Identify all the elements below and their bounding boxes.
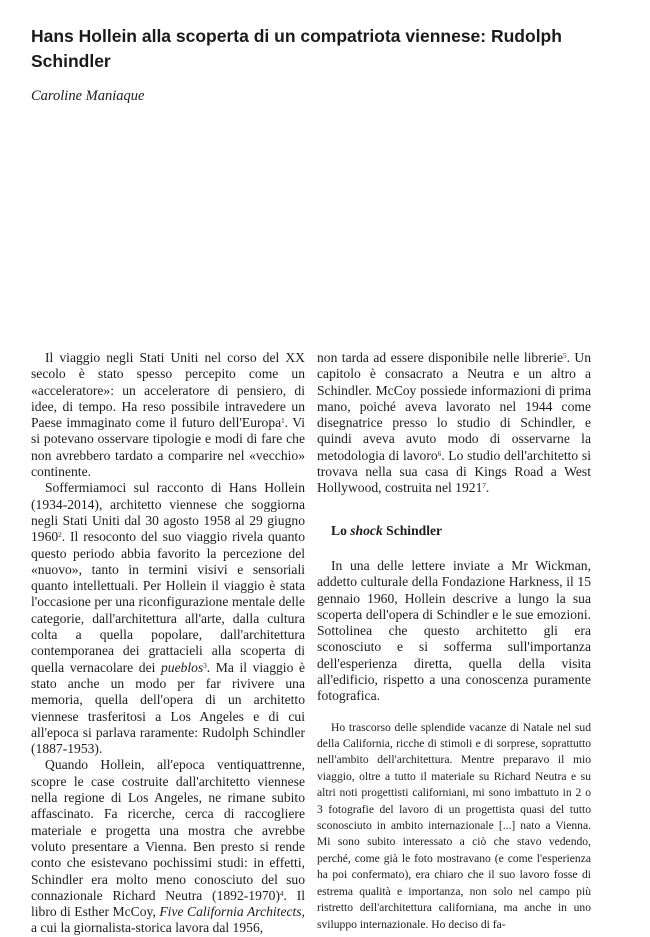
text-run: Lo [331, 522, 351, 538]
book-title: Five California Architects [159, 904, 302, 920]
text-run: . [485, 480, 490, 496]
text-run: Il viaggio negli Stati Uniti nel corso del XX secolo è stato spesso percepito come un «acceleratore»: un acceleratore di pensiero, di idee, di tempo. Ha reso possibile intravedere un Paese immaginato come il futuro dell'Europa [31, 350, 305, 431]
paragraph-intro [31, 350, 305, 480]
footnote-marker: 7 [482, 482, 486, 491]
text-run: Soffermiamoci sul racconto di Hans Hollein (1934-2014), architetto viennese che soggiorna negli Stati Uniti dal 30 agosto 1958 al 29 giugno 1960 [31, 480, 305, 545]
text-run: Quando Hollein, all'epoca ventiquattrenne, scopre le case costruite dall'architetto viennese nella regione di Los Angeles, ne rimane subito affascinato. Fa ricerche, cerca di raccogliere materiale e progetta una mostra che avrebbe voluto presentare a Vienna. Ben presto si rende conto che esistevano pochissimi studi: in effetti, Schindler era molto meno conosciuto del suo connazionale Richard Neutra (1892-1970) [31, 757, 305, 903]
text-run: non tarda ad essere disponibile nelle librerie [317, 350, 564, 365]
footnote-marker: 2 [58, 531, 62, 540]
text-run: . Un capitolo è consacrato a Neutra e un altro a Schindler. McCoy possiede informazioni di prima mano, poiché aveva lavorato nel 1944 come disegnatrice presso lo studio di Schindler, e quindi aveva avuto modo di osservarne la metodologia di lavoro [317, 350, 591, 463]
text-run: Schindler [382, 522, 443, 538]
left-column [31, 350, 305, 937]
quote-text: Ho trascorso delle splendide vacanze di Natale nel sud della California, ricche di stimoli e di sorprese, soprattutto nell'ambito dell'architettura. Mentre preparavo il mio viaggio, oltre a tutto il materiale su Richard Neutra e su altri noti progettisti californiani, mi sono imbattuto in 2 o 3 fotografie del lavoro di un progettista quasi del tutto sconosciuto in ambito internazionale [...] nato a Vienna. Mi sono subito interessato a ciò che stavo vedendo, perché, come già le foto mostravano (e come l'esperienza ha poi confermato), era chiaro che il suo lavoro fosse di estrema qualità e importanza, non solo nel campo più ristretto dell'architettura californiana, ma anche in uno sviluppo internazionale. Ho deciso di fa- [317, 720, 591, 931]
section-heading [317, 523, 591, 539]
footnote-marker: 5 [563, 352, 567, 360]
italic-term: pueblos [160, 659, 204, 675]
italic-term: shock [350, 522, 383, 538]
paragraph-letter: In una delle lettere inviate a Mr Wickman, addetto culturale della Fondazione Harkness, il 15 gennaio 1960, Hollein descrive a lungo la sua scoperta dell'opera di Schindler e le sue emozioni. Sottolinea che questo architetto gli era sconosciuto e si sofferma sull'importanza dell'esperienza diretta, quella della visita all'edificio, rispetto a una conoscenza puramente fotografica. [317, 557, 591, 704]
text-run: , a cui la giornalista-storica lavora dal 1956, [31, 904, 305, 936]
paragraph-continuation [317, 350, 591, 497]
text-run: . Lo studio dell'architetto si trovava nella sua casa di Kings Road a West Hollywood, costruita nel 1921 [317, 447, 591, 496]
right-column [317, 350, 591, 933]
article-author: Caroline Maniaque [31, 88, 145, 104]
paragraph-hollein-journey [31, 480, 305, 757]
text-run: . Il resoconto del suo viaggio rivela quanto questo periodo abbia favorito la percezione del «nuovo», tanto in termini visivi e sensoriali quanto intellettuali. Per Hollein il viaggio è stata l'occasione per una riconfigurazione mentale delle categorie, dall'architettura all'arte, dalla cultura colta a quella popolare, dall'architettura contemporanea dei grattacieli alla scoperta di quella vernacolare dei [31, 529, 305, 675]
block-quote [317, 720, 591, 933]
text-run: . Ma il viaggio è stato anche un modo per far rivivere una memoria, quella dell'opera di un architetto viennese trasferitosi a Los Angeles e di cui all'epoca si parlava raramente: Rudolph Schindler (1887-1953). [31, 659, 305, 757]
article-title: Hans Hollein alla scoperta di un compatriota viennese: Rudolph Schindler [31, 26, 562, 71]
text-run: . Il libro di Esther McCoy, [31, 887, 305, 920]
footnote-marker: 6 [437, 449, 442, 458]
text-run: . Vi si potevano osservare tipologie e modi di fare che non avrebbero tardato a comparire nel «vecchio» continente. [31, 415, 305, 480]
footnote-marker: 4 [280, 889, 284, 898]
footnote-marker: 3 [203, 661, 207, 670]
paragraph-los-angeles [31, 757, 305, 936]
footnote-marker: 1 [281, 417, 285, 426]
